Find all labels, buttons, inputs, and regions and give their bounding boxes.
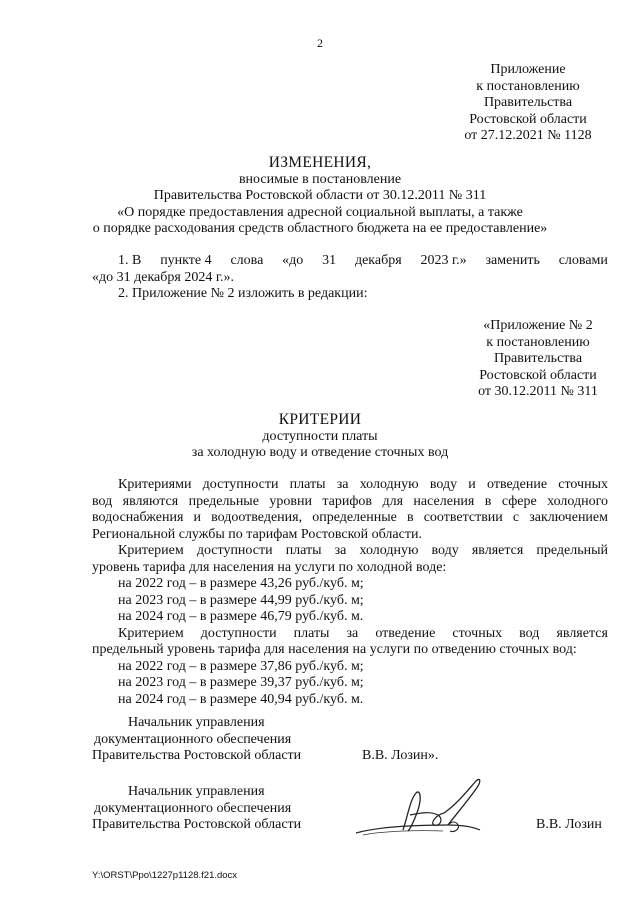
- body-line: Критериями доступности платы за холодную воду и отведение сточных: [118, 477, 608, 492]
- signature-line: Начальник управления: [128, 784, 265, 799]
- criteria-body: [92, 477, 608, 708]
- body-line-justified: Критерием доступности платы за отведение сточных вод является: [118, 625, 608, 641]
- sewage-rate: на 2023 год – в размере 39,37 руб./куб. м;: [118, 675, 364, 690]
- changes-line: о порядке расходования средств областного бюджета на ее предоставление»: [92, 221, 548, 236]
- criteria-title: [88, 412, 552, 462]
- criteria-line: доступности платы: [262, 428, 378, 444]
- signature-line: документационного обеспечения: [94, 731, 292, 747]
- criteria-heading: КРИТЕРИИ: [278, 411, 362, 428]
- changes-line: вносимые в постановление: [238, 171, 402, 187]
- quoted-appendix-line: Ростовской области: [479, 367, 597, 383]
- water-rate: на 2024 год – в размере 46,79 руб./куб. м.: [118, 609, 364, 624]
- changes-line: «О порядке предоставления адресной социальной выплаты, а также: [117, 204, 523, 220]
- quoted-appendix-line: от 30.12.2011 № 311: [478, 384, 598, 399]
- final-signature-title: [92, 784, 352, 834]
- criteria-line: за холодную воду и отведение сточных вод: [191, 445, 449, 460]
- body-line: Критерием доступности платы за холодную воду является предельный: [118, 543, 608, 558]
- body-line: вод являются предельные уровни тарифов для населения в сфере холодного: [92, 493, 608, 509]
- page-number: 2: [317, 36, 323, 50]
- body-line: Региональной службы по тарифам Ростовской области.: [92, 526, 422, 542]
- appendix-line: Правительства: [483, 95, 573, 110]
- body-line: уровень тарифа для населения на услуги по холодной воде:: [92, 559, 447, 575]
- header-appendix: [428, 62, 628, 145]
- quoted-signature-title: [92, 715, 352, 765]
- quoted-signature-name: В.В. Лозин».: [362, 748, 439, 763]
- item-2: 2. Приложение № 2 изложить в редакции:: [118, 286, 368, 301]
- appendix-line: к постановлению: [476, 78, 580, 94]
- changes-title: [88, 155, 552, 238]
- body-line: водоснабжения и водоотведения, определенные в соответствии с заключением: [92, 510, 608, 525]
- appendix-line: Ростовской области: [469, 111, 587, 127]
- quoted-appendix-line: Правительства: [493, 351, 583, 366]
- appendix-line: от 27.12.2021 № 1128: [464, 128, 592, 143]
- signature-line: документационного обеспечения: [94, 800, 292, 816]
- signature-line: Правительства Ростовской области: [92, 748, 302, 763]
- quoted-appendix-line: к постановлению: [486, 334, 590, 350]
- signature-line: Правительства Ростовской области: [92, 817, 302, 832]
- change-items: [92, 253, 608, 303]
- water-rate: на 2022 год – в размере 43,26 руб./куб. м;: [118, 576, 364, 591]
- sewage-rate: на 2022 год – в размере 37,86 руб./куб. м;: [118, 658, 364, 674]
- sewage-rate: на 2024 год – в размере 40,94 руб./куб. м.: [118, 691, 364, 707]
- quoted-appendix: [438, 318, 638, 401]
- appendix-line: Приложение: [490, 62, 566, 77]
- footer-file-path: Y:\ORST\Ppo\1227p1128.f21.docx: [92, 870, 238, 881]
- final-signature-name: В.В. Лозин: [536, 817, 602, 832]
- quoted-appendix-line: «Приложение № 2: [483, 318, 593, 333]
- changes-heading: ИЗМЕНЕНИЯ,: [268, 154, 372, 171]
- water-rate: на 2023 год – в размере 44,99 руб./куб. м;: [118, 592, 364, 608]
- item-1-line-1: 1. В пункте 4 слова «до 31 декабря 2023 г.» заменить словами: [118, 253, 608, 268]
- handwritten-signature: [348, 775, 498, 845]
- item-1-line-2: «до 31 декабря 2024 г.».: [92, 269, 234, 285]
- changes-line: Правительства Ростовской области от 30.12.2011 № 311: [153, 188, 487, 203]
- body-line: предельный уровень тарифа для населения на услуги по отведению сточных вод:: [92, 642, 577, 657]
- signature-line: Начальник управления: [128, 715, 265, 730]
